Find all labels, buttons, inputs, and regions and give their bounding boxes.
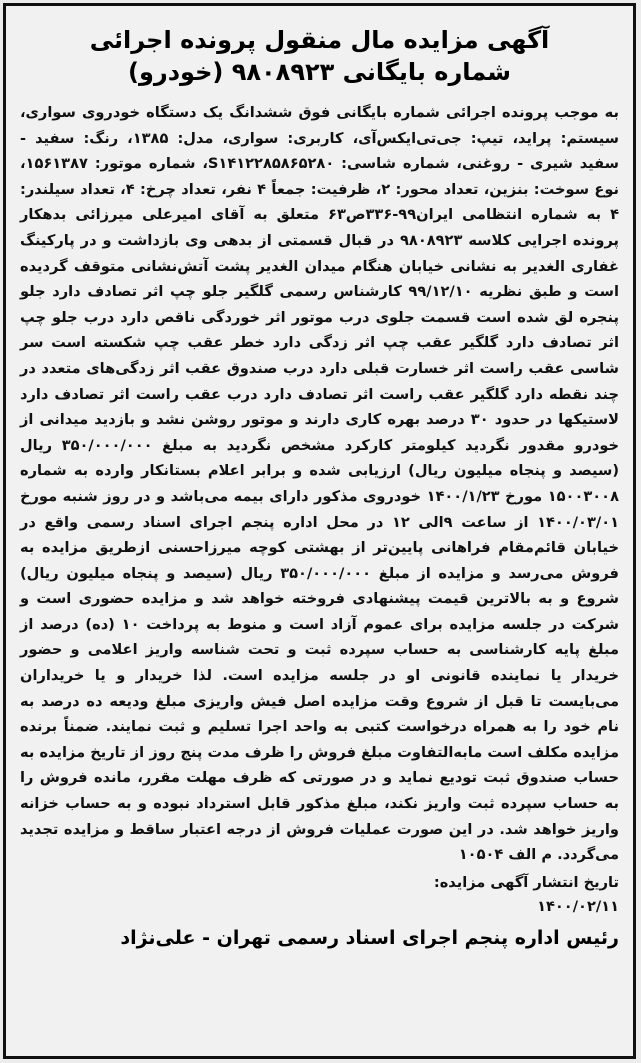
notice-body	[20, 100, 619, 868]
publish-date: ۱۴۰۰/۰۲/۱۱	[537, 897, 619, 915]
publish-date-label: تاریخ انتشار آگهی مزایده:	[433, 873, 619, 891]
notice-body-text: به موجب پرونده اجرائی شماره بایگانی فوق ششدانگ یک دستگاه خودروی سواری، سیستم: پراید، تیپ: جی‌تی‌ایکس‌آی، کاربری: سواری، مدل: ۱۳۸۵، رنگ: سفید - سفید شیری - روغنی، شماره شاسی: S۱۴۱۲۲۸۵۸۶۵۲۸۰، شماره موتور: ۱۵۶۱۳۸۷، نوع سوخت: بنزین، تعداد محور: ۲، ظرفیت: جمعاً ۴ نفر، تعداد چرخ: ۴، تعداد سیلندر: ۴ به شماره انتظامی ایران۹۹-۳۳۶ص۶۳ متعلق به آقای امیرعلی میرزائی بدهکار پرونده اجرایی کلاسه ۹۸۰۸۹۲۳ در قبال قسمتی از بدهی وی بازداشت و در پارکینگ غفاری الغدیر به نشانی خیابان هنگام میدان الغدیر پشت آتش‌نشانی متوقف گردیده است و طبق نظریه ۹۹/۱۲/۱۰ کارشناس رسمی گلگیر جلو چپ اثر تصادف دارد جلو پنجره لق شده است قسمت جلوی درب موتور اثر خوردگی ناقص دارد درب جلو چپ اثر تصادف دارد گلگیر عقب چپ اثر زدگی دارد خطر عقب چپ شکسته است سر شاسی عقب راست اثر خسارت قبلی دارد درب صندوق عقب اثر زدگی‌های متعدد در چند نقطه دارد گلگیر عقب راست اثر تصادف دارد درب عقب راست اثر تصادف دارد لاستیکها در حدود ۳۰ درصد بهره کاری دارند و موتور روشن نشد و بازدید میدانی از خودرو مقدور نگردید کیلومتر کارکرد مشخص نگردید به مبلغ ۳۵۰/۰۰۰/۰۰۰ ریال (سیصد و پنجاه میلیون ریال) ارزیابی شده و برابر اعلام بستانکار وارده به شماره ۱۵۰۰۳۰۰۸ مورخ ۱۴۰۰/۱/۲۳ خودروی مذکور دارای بیمه می‌باشد و در روز شنبه مورخ ۱۴۰۰/۰۳/۰۱ از ساعت ۹الی ۱۲ در محل اداره پنجم اجرای اسناد رسمی واقع در خیابان قائم‌مقام فراهانی پایین‌تر از بهشتی کوچه میرزاحسنی ازطریق مزایده به فروش می‌رسد و مزایده از مبلغ ۳۵۰/۰۰۰/۰۰۰ ریال (سیصد و پنجاه میلیون ریال) شروع و به بالاترین قیمت پیشنهادی فروخته خواهد شد و مزایده حضوری است و شرکت در جلسه مزایده برای عموم آزاد است و منوط به پرداخت ۱۰ (ده) درصد از مبلغ پایه کارشناسی به حساب سپرده ثبت و تحت شناسه واریز اعلامی و حضور خریدار یا نماینده قانونی او در جلسه مزایده است. لذا خریدار و یا خریداران می‌بایست تا قبل از شروع وقت مزایده اصل فیش واریزی مبلغ ودیعه ده درصد به نام خود را به همراه درخواست کتبی به واحد اجرا تسلیم و ثبت نمایند. ضمناً برنده مزایده مکلف است مابه‌التفاوت مبلغ فروش را ظرف مدت پنج روز از تاریخ مزایده به حساب صندوق ثبت تودیع نماید و در صورتی که ظرف مهلت مقرر، مانده فروش را به حساب سپرده ثبت واریز نکند، مبلغ مذکور قابل استرداد نبوده و به حساب خزانه واریز خواهد شد. در این صورت عملیات فروش از درجه اعتبار ساقط و مزایده تجدید می‌گردد. م الف ۱۰۵۰۴	[20, 104, 620, 864]
notice-header	[6, 24, 633, 88]
notice-title: آگهی مزایده مال منقول پرونده اجرائی	[89, 26, 550, 54]
notice-file-number: شماره بایگانی ۹۸۰۸۹۲۳ (خودرو)	[128, 58, 511, 86]
signature: رئیس اداره پنجم اجرای اسناد رسمی تهران - علی‌نژاد	[120, 926, 619, 949]
notice-frame	[3, 3, 636, 1059]
publish-date-line	[20, 871, 619, 919]
